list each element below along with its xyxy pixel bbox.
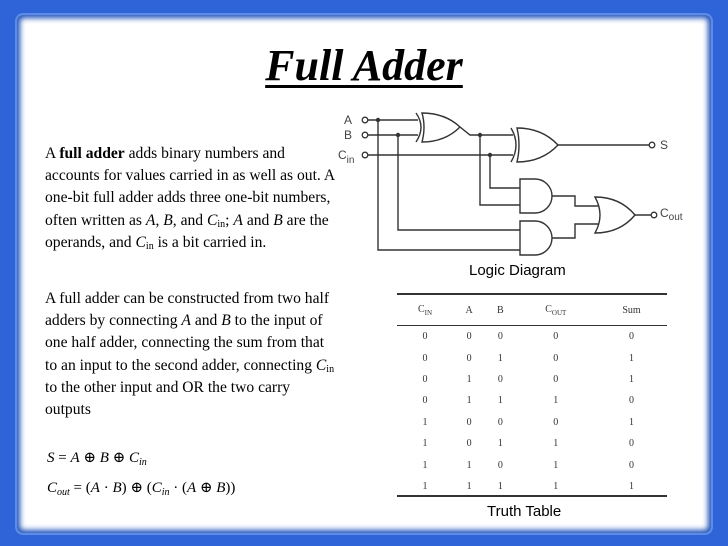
table-row — [397, 390, 667, 411]
var-c: C — [315, 356, 327, 374]
formula-var: B — [112, 480, 122, 496]
table-cell: 0 — [422, 395, 428, 407]
header-sub: IN — [424, 308, 433, 317]
label-b: B — [344, 128, 353, 142]
table-cell: 0 — [497, 331, 503, 343]
formula-symbol: · — [103, 480, 109, 496]
xor2-back — [511, 128, 516, 162]
label-cout-sub: out — [668, 212, 683, 223]
table-row — [397, 433, 667, 454]
subscript: in — [217, 218, 226, 230]
xor-symbol: ⊕ — [112, 450, 126, 466]
wire-b-tap — [398, 135, 520, 230]
text-run: ; — [225, 211, 234, 229]
formula-var: C — [47, 480, 58, 496]
label-cin — [338, 148, 354, 166]
header-cout — [516, 295, 596, 326]
table-cell: 1 — [628, 373, 634, 385]
junction — [396, 133, 400, 137]
label-a: A — [344, 113, 353, 127]
table-cell: 0 — [628, 395, 634, 407]
formula-var: B — [99, 450, 109, 466]
sum-formula: S = A ⊕ B ⊕ $C_{in}$ — [47, 450, 147, 468]
label-cout-main: C — [660, 206, 669, 220]
description-paragraph — [45, 143, 337, 254]
wire-and1-out — [552, 196, 598, 206]
header-a — [453, 295, 485, 326]
var-a: A — [181, 312, 191, 330]
table-cell: 1 — [466, 373, 472, 385]
header-sum — [596, 295, 667, 326]
xor-symbol: ⊕ — [83, 450, 96, 466]
and2-gate — [520, 221, 552, 255]
truth-table-body — [397, 326, 667, 498]
formula-var: S — [47, 450, 55, 466]
xor-symbol: ⊕ — [130, 480, 143, 496]
var-b: B — [221, 312, 231, 330]
formula-var: C — [128, 450, 139, 466]
table-cell: 1 — [553, 438, 559, 450]
var-b: B — [273, 211, 283, 229]
table-row — [397, 412, 667, 433]
logic-diagram-caption: Logic Diagram — [469, 262, 566, 279]
subscript: in — [326, 363, 335, 375]
label-cin-main: C — [338, 148, 347, 162]
table-cell: 1 — [628, 352, 634, 364]
table-cell: 1 — [497, 352, 503, 364]
table-row — [397, 347, 667, 368]
formula-symbol: · — [173, 480, 179, 496]
carry-formula: $C_{out} = (A \cdot B)$ ⊕ ($C_{in} \cdot (A$ ⊕ B)) — [47, 480, 236, 498]
table-cell: 0 — [422, 373, 428, 385]
label-s: S — [660, 138, 669, 152]
table-cell: 1 — [466, 459, 472, 471]
table-cell: 1 — [422, 480, 428, 492]
table-cell: 0 — [422, 331, 428, 343]
table-cell: 0 — [466, 352, 472, 364]
terminal-cin — [362, 152, 368, 158]
table-cell: 1 — [628, 480, 634, 492]
formula-var: A — [186, 480, 197, 496]
table-cell: 0 — [497, 459, 503, 471]
subscript: in — [145, 240, 154, 252]
label-cin-sub: in — [346, 155, 355, 166]
table-cell: 1 — [497, 480, 503, 492]
xor2-gate — [517, 128, 558, 162]
table-cell: 1 — [466, 480, 472, 492]
text-run: is a bit carried in. — [153, 233, 267, 251]
table-cell: 1 — [553, 459, 559, 471]
formula-var: A — [70, 450, 80, 466]
and1-gate — [520, 179, 552, 213]
bold-term: full adder — [59, 145, 125, 162]
text-run: are the operands, and — [45, 211, 329, 251]
table-row — [397, 454, 667, 475]
table-row — [397, 369, 667, 390]
table-cell: 0 — [466, 331, 472, 343]
label-cout — [660, 206, 683, 223]
table-cell: 1 — [422, 438, 428, 450]
truth-table-header-row — [397, 295, 667, 326]
header-text: C — [545, 303, 552, 315]
formula-symbol: ) — [121, 480, 127, 496]
header-text: C — [417, 303, 425, 315]
terminal-b — [362, 132, 368, 138]
text-run: to the other input and OR the two carry outputs — [45, 378, 291, 419]
text-run: adds binary numbers and accounts for values carried in as well as out. A one-bit full adder adds three one-bit numbers, often written as — [45, 145, 335, 229]
table-cell: 0 — [553, 352, 559, 364]
var-a: A — [145, 211, 156, 229]
table-cell: 1 — [422, 416, 428, 428]
table-cell: 0 — [466, 416, 472, 428]
text-run: , and — [172, 211, 207, 229]
junction — [376, 118, 380, 122]
formula-symbol: ( — [146, 480, 152, 496]
text-run: , — [155, 211, 164, 229]
text-run: A full adder can be constructed from two half adders by connecting — [45, 290, 330, 330]
logic-diagram — [330, 105, 700, 280]
text-run: to the input of one half adder, connecting the sum from that to an input to the second adder, connecting — [45, 312, 325, 374]
var-a: A — [233, 211, 243, 229]
header-text: Sum — [622, 304, 641, 316]
formula-subscript: in — [138, 457, 147, 468]
table-cell: 0 — [628, 459, 634, 471]
header-text: A — [465, 304, 473, 316]
table-cell: 1 — [628, 416, 634, 428]
junction — [478, 133, 482, 137]
table-cell: 1 — [422, 459, 428, 471]
junction — [488, 153, 492, 157]
wire-and2-out — [552, 224, 598, 238]
wire-xor1-out — [460, 127, 513, 135]
table-cell: 0 — [628, 331, 634, 343]
header-text: B — [497, 304, 504, 316]
slide-title: Full Adder — [265, 41, 463, 90]
var-c: C — [206, 211, 218, 229]
text-run: and — [242, 211, 274, 229]
table-row — [397, 476, 667, 497]
xor1-gate — [422, 113, 460, 142]
table-cell: 1 — [466, 395, 472, 407]
header-cin — [397, 295, 453, 326]
table-cell: 0 — [553, 331, 559, 343]
table-cell: 0 — [466, 438, 472, 450]
text-run: and — [190, 312, 222, 330]
table-cell: 0 — [553, 373, 559, 385]
terminal-cout — [651, 212, 657, 218]
terminal-s — [649, 142, 655, 148]
table-cell: 0 — [553, 416, 559, 428]
table-cell: 0 — [422, 352, 428, 364]
xor-symbol: ⊕ — [199, 480, 213, 496]
formula-subscript: in — [161, 487, 170, 498]
terminal-a — [362, 117, 368, 123]
table-cell: 0 — [497, 416, 503, 428]
truth-table-caption: Truth Table — [487, 503, 562, 520]
var-c: C — [135, 233, 146, 251]
wire-cin-tap — [490, 155, 520, 188]
formula-symbol: )) — [225, 480, 236, 496]
wire-xor1-tap — [480, 135, 520, 205]
text-run: A — [45, 145, 60, 162]
formula-symbol: ( — [85, 480, 91, 496]
var-b: B — [163, 211, 173, 229]
table-cell: 0 — [628, 438, 634, 450]
truth-table — [397, 293, 667, 497]
construction-paragraph — [45, 288, 337, 421]
formula-var: B — [216, 480, 226, 496]
table-cell: 1 — [553, 480, 559, 492]
header-b — [485, 295, 515, 326]
xor1-back — [416, 113, 421, 142]
formula-var: C — [151, 480, 162, 496]
or-gate — [595, 197, 635, 233]
header-sub: OUT — [551, 308, 567, 317]
table-row — [397, 326, 667, 348]
table-cell: 1 — [497, 438, 503, 450]
formula-subscript: out — [57, 487, 70, 498]
table-cell: 1 — [553, 395, 559, 407]
table-cell: 0 — [497, 373, 503, 385]
formula-var: A — [90, 480, 100, 496]
table-cell: 1 — [497, 395, 503, 407]
formula-symbol: ( — [181, 480, 187, 496]
junction-dots — [362, 117, 657, 218]
